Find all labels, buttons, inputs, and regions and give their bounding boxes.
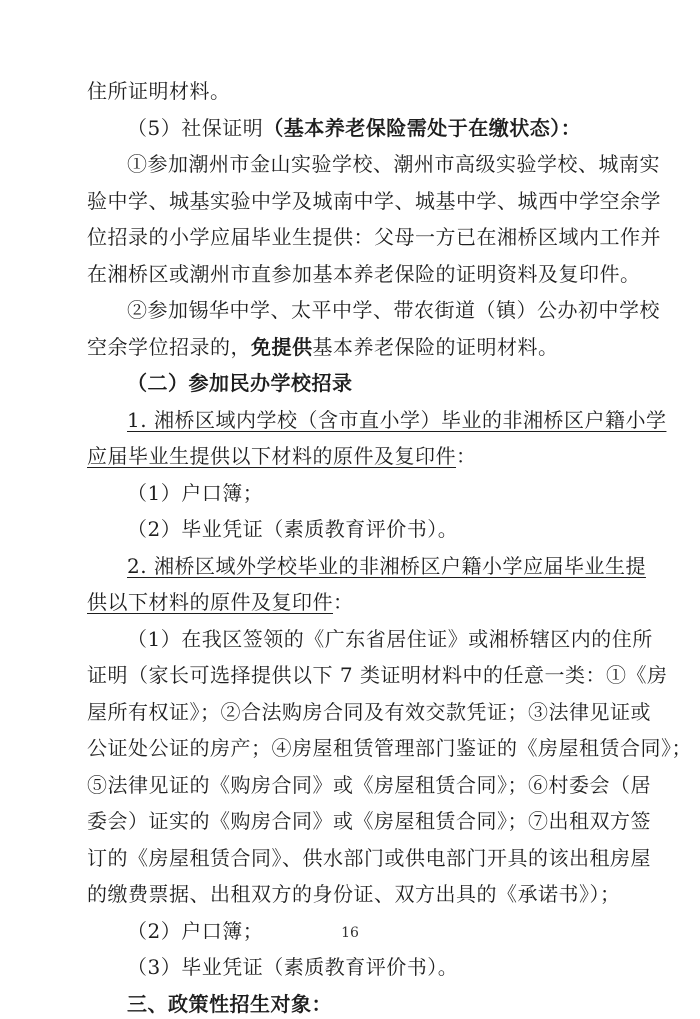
text-line-4 [87,186,661,216]
text-segment: ： [456,444,477,468]
page-number: 16 [341,925,359,941]
text-segment: （1）户口簿； [127,481,264,505]
text-segment: ①参加潮州市金山实验学校、潮州市高级实验学校、城南实 [127,152,660,176]
text-segment: 的缴费票据、出租双方的身份证、双方出具的《承诺书》）； [87,882,621,906]
text-line-16 [127,624,653,654]
text-segment: ⑤法律见证的《购房合同》或《房屋租赁合同》；⑥村委会（居 [87,773,651,797]
text-line-18 [87,697,651,727]
text-segment: （5）社保证明 [127,116,264,140]
text-segment: 1. 湘桥区域内学校（含市直小学）毕业的非湘桥区户籍小学 [127,408,667,432]
text-line-8 [87,332,627,362]
text-line-12 [127,478,627,508]
text-segment: （基本养老保险需处于在缴状态）： [263,116,582,140]
text-line-22 [87,843,651,873]
text-segment: 屋所有权证》；②合法购房合同及有效交款凭证；③法律见证或 [87,700,651,724]
text-line-17 [87,660,668,690]
text-segment: 验中学、城基实验中学及城南中学、城基中学、城西中学空余学 [87,189,661,213]
text-segment: （1）在我区签领的《广东省居住证》或湘桥辖区内的住所 [127,627,653,651]
text-segment: 应届毕业生提供以下材料的原件及复印件 [87,444,456,468]
text-segment: （2）毕业凭证（素质教育评价书）。 [127,517,459,541]
text-segment: 住所证明材料。 [87,79,231,103]
text-line-20 [87,770,651,800]
text-line-3 [127,149,660,179]
text-line-2 [127,113,627,143]
text-line-19 [87,733,692,763]
text-line-11 [87,441,627,471]
text-line-1 [87,76,627,106]
text-line-6 [87,259,641,289]
text-line-15 [87,587,627,617]
text-line-9 [127,368,627,398]
text-segment: ： [333,590,354,614]
text-line-7 [127,295,660,325]
text-segment: 三、政策性招生对象： [127,992,332,1016]
text-line-14 [127,551,646,581]
text-segment: 供以下材料的原件及复印件 [87,590,333,614]
text-segment: 公证处公证的房产；④房屋租赁管理部门鉴证的《房屋租赁合同》； [87,736,692,760]
text-line-25 [127,952,627,982]
text-segment: 委会）证实的《购房合同》或《房屋租赁合同》；⑦出租双方签 [87,809,651,833]
text-segment: （3）毕业凭证（素质教育评价书）。 [127,955,459,979]
text-segment: （2）户口簿； [127,919,264,943]
text-segment: 空余学位招录的， [87,335,251,359]
text-segment: 基本养老保险的证明材料。 [312,335,559,359]
text-segment: 2. 湘桥区域外学校毕业的非湘桥区户籍小学应届毕业生提 [127,554,646,578]
text-line-23 [87,879,627,909]
text-segment: 免提供 [251,335,313,359]
text-line-26 [127,989,627,1019]
text-segment: 订的《房屋租赁合同》、供水部门或供电部门开具的该出租房屋 [87,846,651,870]
text-segment: ②参加锡华中学、太平中学、带农街道（镇）公办初中学校 [127,298,660,322]
text-segment: 证明（家长可选择提供以下 7 类证明材料中的任意一类：①《房 [87,663,668,687]
text-segment: （二）参加民办学校招录 [127,371,353,395]
text-line-5 [87,222,661,252]
text-line-10 [127,405,667,435]
text-line-21 [87,806,651,836]
text-segment: 位招录的小学应届毕业生提供：父母一方已在湘桥区域内工作并 [87,225,661,249]
text-line-13 [127,514,627,544]
text-line-24 [127,916,627,946]
text-segment: 在湘桥区或潮州市直参加基本养老保险的证明资料及复印件。 [87,262,641,286]
